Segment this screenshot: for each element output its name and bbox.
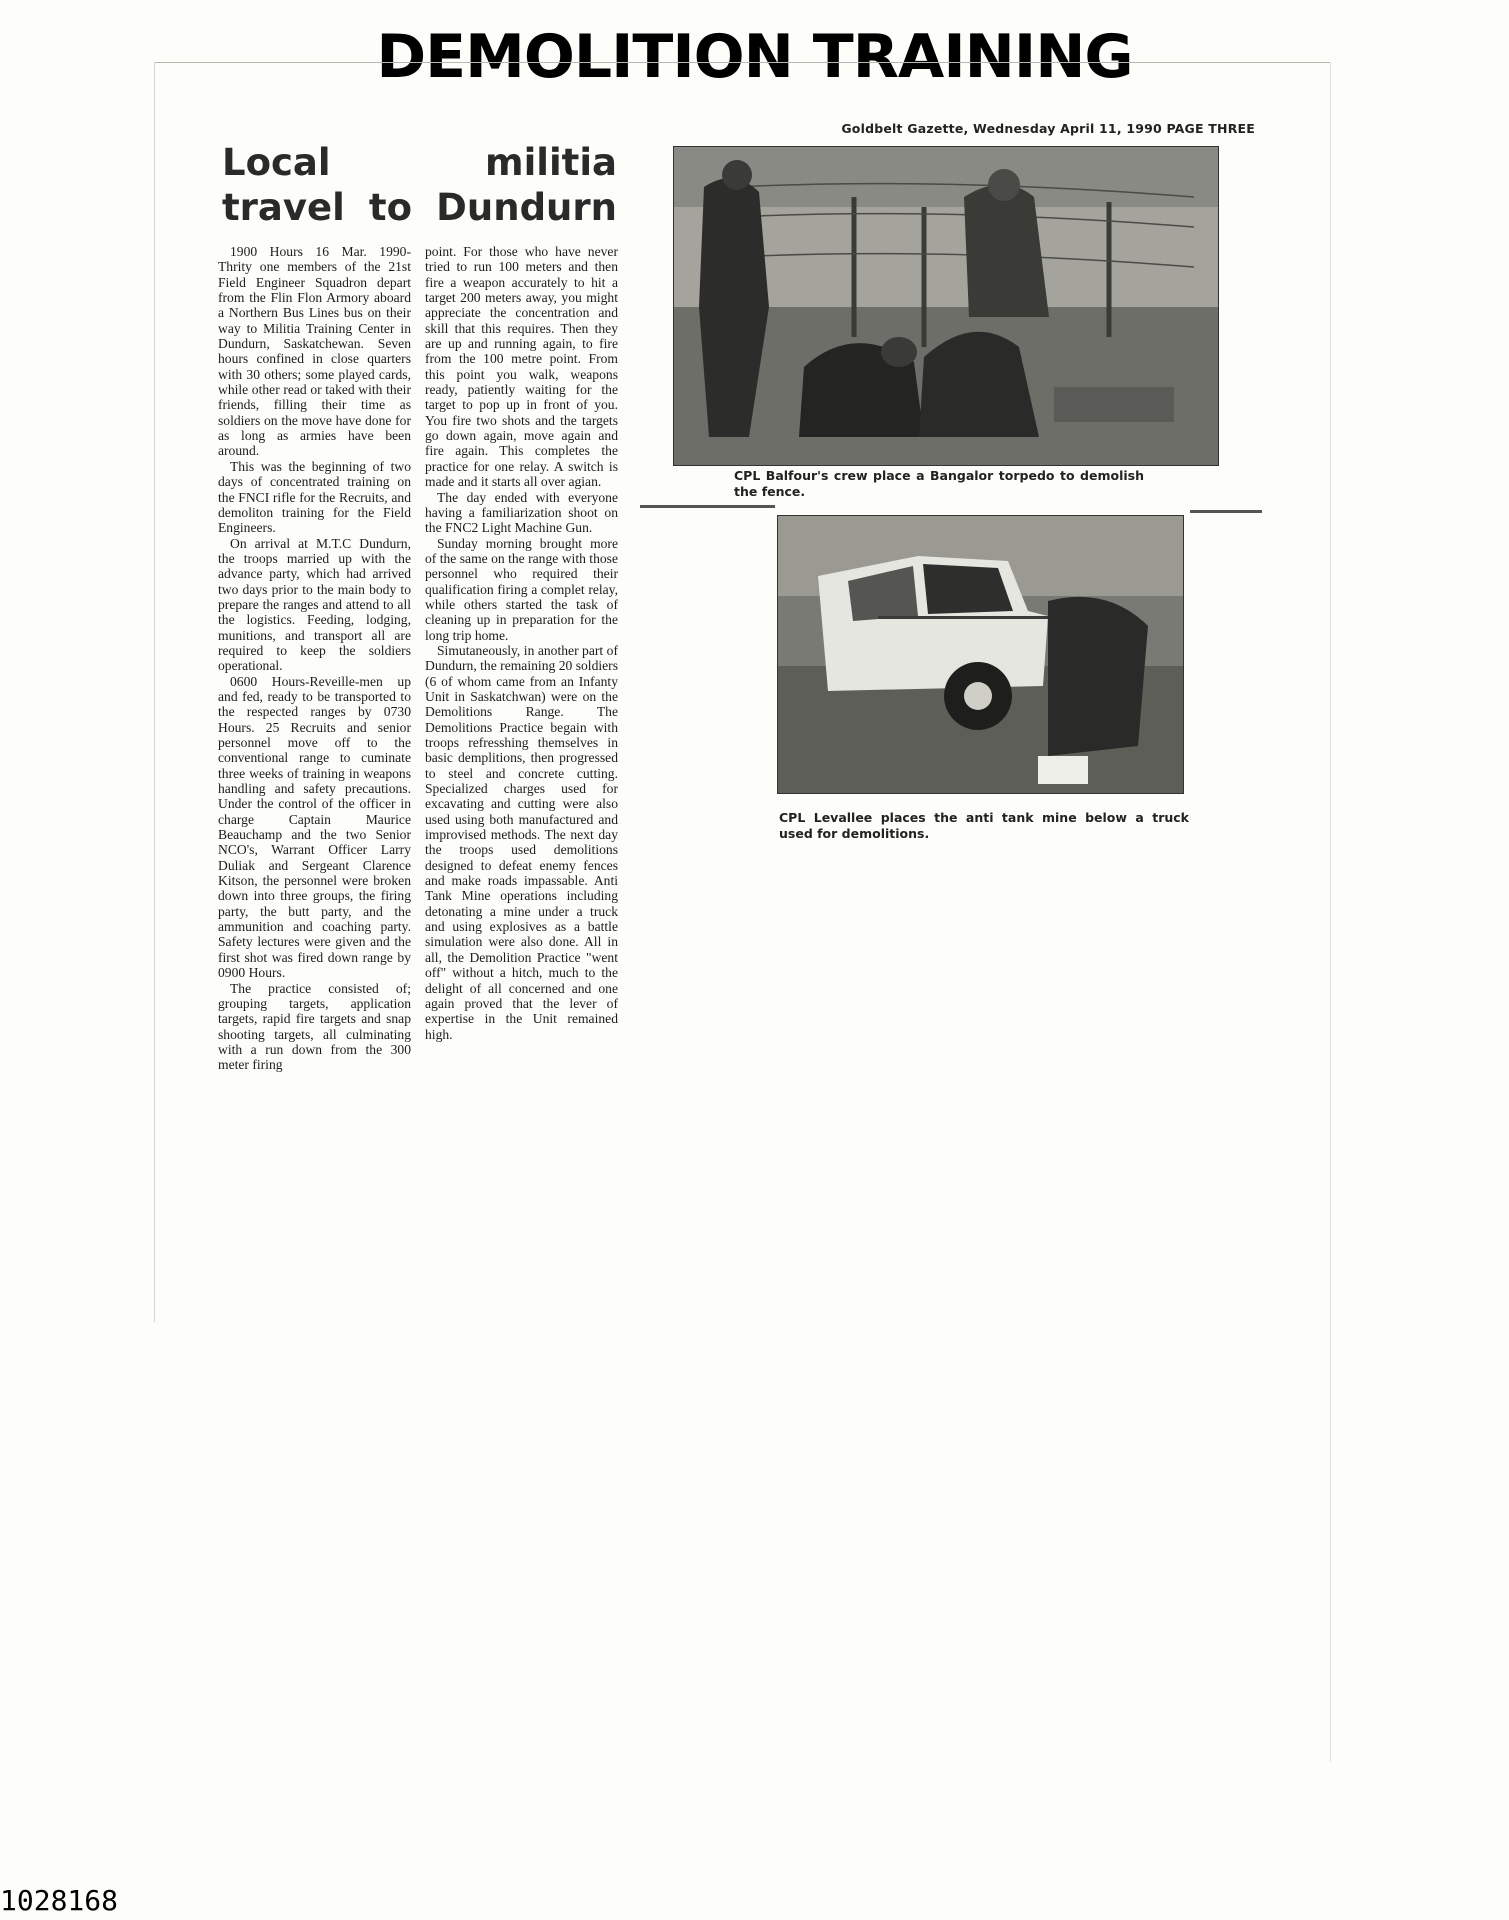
- truck-photo-image: [778, 516, 1183, 793]
- paragraph: 1900 Hours 16 Mar. 1990- Thrity one members of the 21st Field Engineer Squadron depart from the Flin Flon Armory aboard a Northern Bus Lines bus on their way to Militia Training Center in Dundurn, Saskatchewan. Seven hours confined in close quarters with 30 others; some played cards, while other read or taked with their friends, filling their time as soldiers on the move have done for as long as armies have been around.: [218, 244, 411, 459]
- headline-line-2: travel to Dundurn: [222, 186, 617, 229]
- clipping-right-edge: [1330, 62, 1331, 1762]
- paragraph: On arrival at M.T.C Dundurn, the troops married up with the advance party, which had arrived two days prior to the main body to prepare the ranges and attend to all the logistics. Feeding, lodging, munitions, and transport all are required to keep the soldiers operational.: [218, 535, 411, 674]
- clipping-top-edge: [155, 62, 1330, 63]
- article-headline: [222, 140, 617, 230]
- paragraph: Sunday morning brought more of the same on the range with those personnel who required their qualification firing a complet relay, while others started the task of cleaning up in preparation for the long trip home.: [425, 535, 618, 643]
- page-title: DEMOLITION TRAINING: [376, 22, 1133, 92]
- paragraph: 0600 Hours-Reveille-men up and fed, ready to be transported to the respected ranges by 0730 Hours. 25 Recruits and senior personnel move off to the conventional range to cuminate three weeks of training in weapons handling and safety precautions. Under the control of the officer in charge Captain Maurice Beauchamp and the two Senior NCO's, Warrant Officer Larry Duliak and Sergeant Clarence Kitson, the personnel were broken down into three groups, the firing party, the butt party, and the ammunition and coaching party. Safety lectures were given and the first shot was fired down range by 0900 Hours.: [218, 673, 411, 981]
- paragraph: The day ended with everyone having a familiarization shoot on the FNC2 Light Machine Gun.: [425, 489, 618, 536]
- photo-truck-mine: [777, 515, 1184, 794]
- column-rule: [640, 505, 775, 508]
- paragraph: This was the beginning of two days of concentrated training on the FNCI rifle for the Recruits, and demoliton training for the Field Engineers.: [218, 458, 411, 536]
- document-id: 1028168: [0, 1884, 119, 1917]
- fence-photo-image: [674, 147, 1218, 465]
- clipping-left-edge: [154, 62, 155, 1322]
- photo-caption-bottom: CPL Levallee places the anti tank mine below a truck used for demolitions.: [779, 810, 1189, 841]
- photo-fence-demolition: [673, 146, 1219, 466]
- headline-line-1: Local militia: [222, 141, 617, 184]
- photo-caption-top: CPL Balfour's crew place a Bangalor torpedo to demolish the fence.: [734, 468, 1144, 499]
- paragraph: point. For those who have never tried to run 100 meters and then fire a weapon accurately to hit a target 200 meters away, you might appreciate the concentration and skill that this requires. Then they are up and running again, to fire from the 100 metre point. From this point you walk, weapons ready, patiently waiting for the target to pop up in front of you. You fire two shots and the targets go down again, move again and fire again. This completes the practice for one relay. A switch is made and it starts all over agian.: [425, 244, 618, 490]
- paragraph: Simutaneously, in another part of Dundurn, the remaining 20 soldiers (6 of whom came from an Infanty Unit in Saskatchwan) were on the Demolitions Range. The Demolitions Practice begain with troops refresshing themselves in basic demplitions, then progressed to steel and concrete cutting. Specialized charges used for excavating and cutting were also used using both manufactured and improvised methods. The next day the troops used demolitions designed to defeat enemy fences and make roads impassable. Anti Tank Mine operations including detonating a mine under a truck and using explosives as a battle simulation were also done. All in all, the Demolition Practice "went off" without a hitch, much to the delight of all concerned and one again proved that the lever of expertise in the Unit remained high.: [425, 642, 618, 1042]
- article-column-left: [218, 244, 411, 1073]
- newspaper-dateline: Goldbelt Gazette, Wednesday April 11, 1990 PAGE THREE: [841, 121, 1255, 136]
- article-column-right: [425, 244, 618, 1042]
- column-rule: [1190, 510, 1262, 513]
- paragraph: The practice consisted of; grouping targets, application targets, rapid fire targets and snap shooting targets, all culminating with a run down from the 300 meter firing: [218, 980, 411, 1073]
